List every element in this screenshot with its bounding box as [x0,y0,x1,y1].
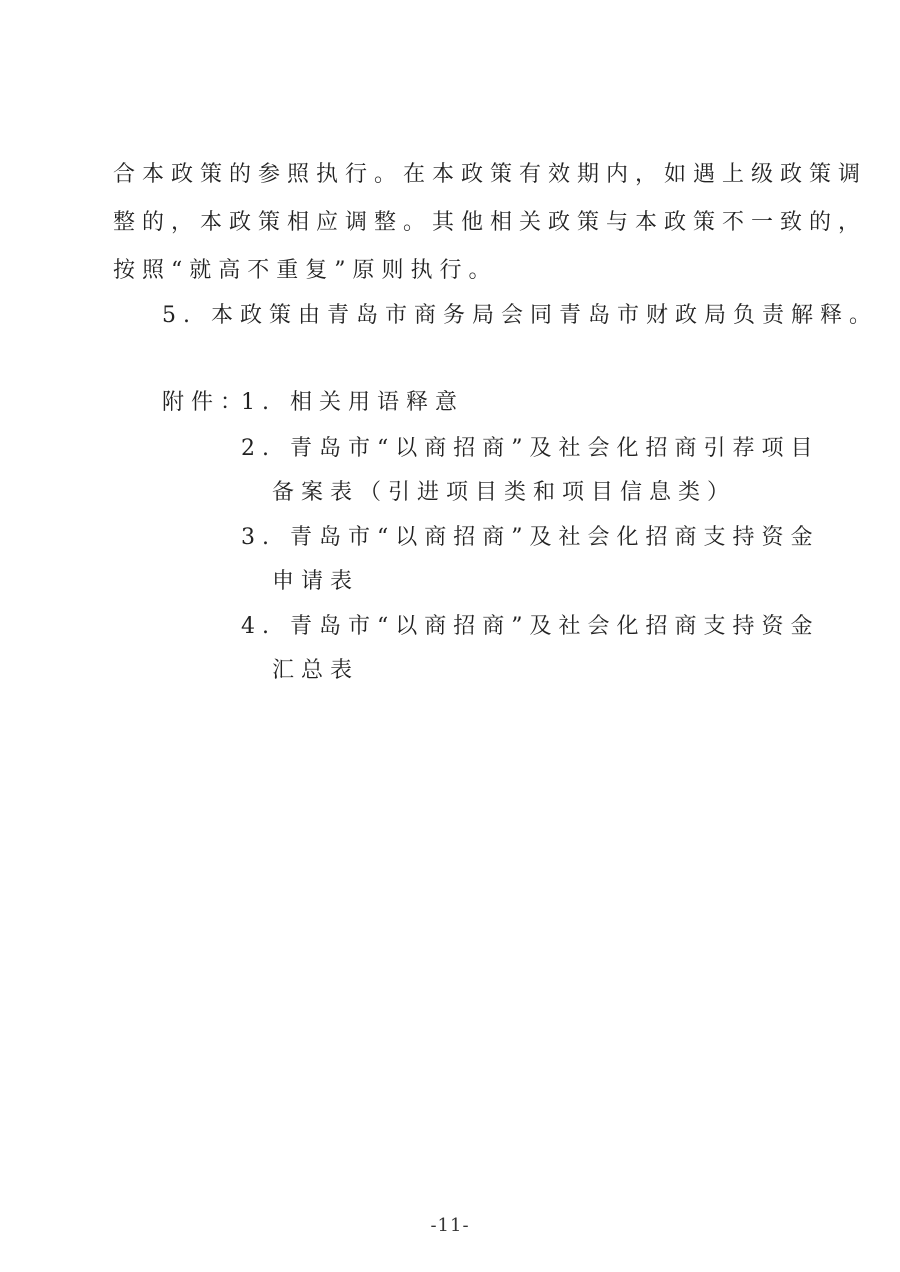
attachment-item-4-continuation: 汇总表 [272,658,360,683]
attachment-item-3-continuation: 申请表 [272,569,360,594]
attachment-item-2: 2. 青岛市“以商招商”及社会化招商引荐项目 [241,436,820,461]
paragraph-line: 整的，本政策相应调整。其他相关政策与本政策不一致的， [113,210,868,235]
attachment-item-1: 1. 相关用语释意 [241,390,464,415]
attachment-item-4: 4. 青岛市“以商招商”及社会化招商支持资金 [241,614,820,639]
attachment-item-2-continuation: 备案表（引进项目类和项目信息类） [272,480,737,505]
attachment-item-3: 3. 青岛市“以商招商”及社会化招商支持资金 [241,525,820,550]
attachments-heading: 附件： [162,390,250,415]
page-number: -11- [430,1215,470,1236]
clause-5: 5. 本政策由青岛市商务局会同青岛市财政局负责解释。 [162,303,878,328]
paragraph-line: 按照“就高不重复”原则执行。 [113,258,498,283]
paragraph-line: 合本政策的参照执行。在本政策有效期内，如遇上级政策调 [113,162,868,187]
